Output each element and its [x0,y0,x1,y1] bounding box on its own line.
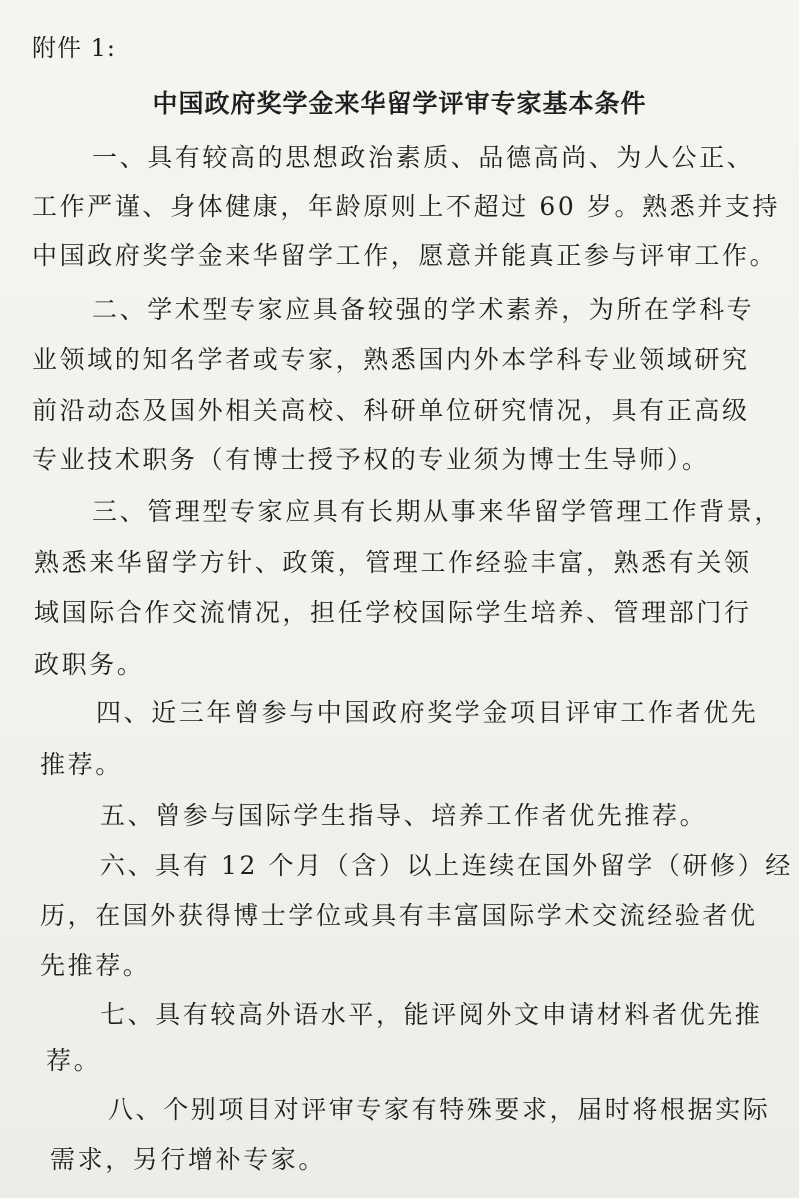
text-line: 一、具有较高的思想政治素质、品德高尚、为人公正、 [92,143,755,172]
text-line: 熟悉来华留学方针、政策，管理工作经验丰富，熟悉有关领 [34,548,752,577]
text-line: 政职务。 [34,650,145,679]
text-line: 五、曾参与国际学生指导、培养工作者优先推荐。 [100,801,708,830]
text-line: 四、近三年曾参与中国政府奖学金项目评审工作者优先 [96,698,759,727]
text-line: 八、个别项目对评审专家有特殊要求，届时将根据实际 [108,1095,771,1124]
text-line: 三、管理型专家应具有长期从事来华留学管理工作背景， [92,497,783,526]
text-line: 六、具有 12 个月（含）以上连续在国外留学（研修）经 [100,851,793,880]
text-line: 工作严谨、身体健康，年龄原则上不超过 60 岁。熟悉并支持 [32,192,781,221]
text-line: 前沿动态及国外相关高校、科研单位研究情况，具有正高级 [32,396,750,425]
text-line: 二、学术型专家应具备较强的学术素养，为所在学科专 [92,295,755,324]
text-line: 历，在国外获得博士学位或具有丰富国际学术交流经验者优 [40,901,758,930]
text-line: 先推荐。 [40,951,151,980]
text-line: 业领域的知名学者或专家，熟悉国内外本学科专业领域研究 [32,345,750,374]
text-line: 域国际合作交流情况，担任学校国际学生培养、管理部门行 [34,598,752,627]
text-line: 专业技术职务（有博士授予权的专业须为博士生导师）。 [32,445,710,474]
text-line: 需求，另行增补专家。 [50,1145,327,1174]
text-line: 中国政府奖学金来华留学工作，愿意并能真正参与评审工作。 [32,241,778,270]
attachment-label: 附件 1: [32,34,116,62]
document-title: 中国政府奖学金来华留学评审专家基本条件 [152,89,647,118]
text-line: 推荐。 [40,750,123,779]
text-line: 七、具有较高外语水平，能评阅外文申请材料者优先推 [100,1000,763,1029]
text-line: 荐。 [46,1046,102,1075]
